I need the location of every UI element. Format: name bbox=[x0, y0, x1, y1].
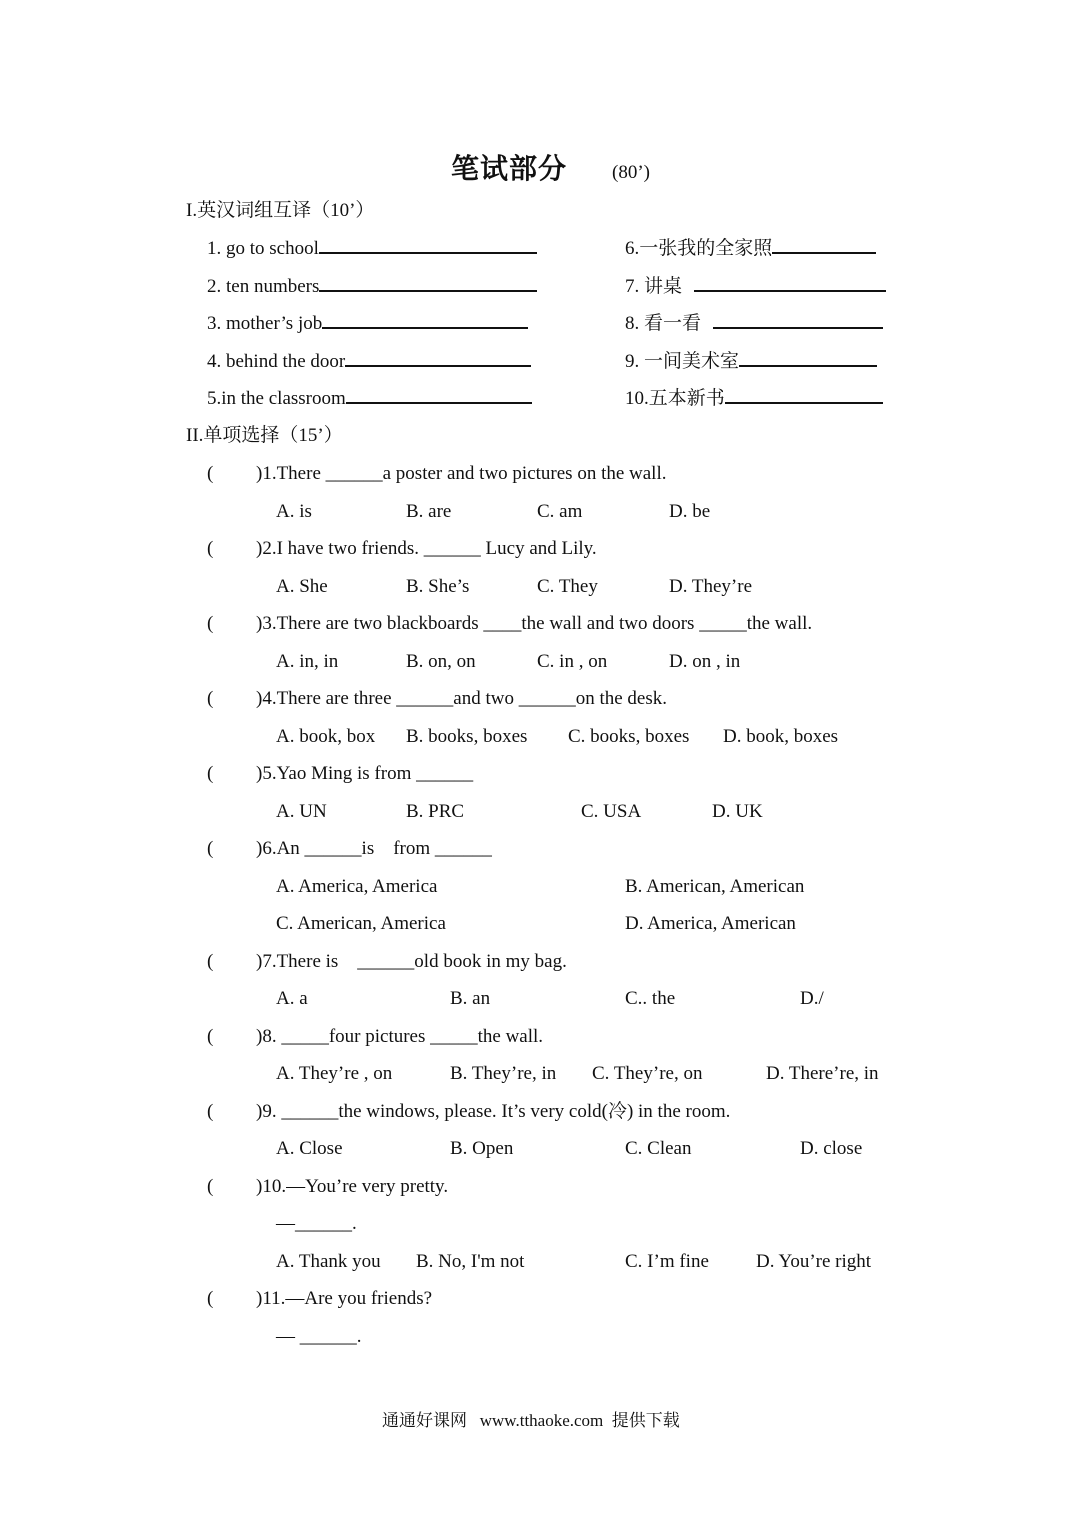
option-b: B. an bbox=[450, 988, 491, 1009]
option-c: C. USA bbox=[581, 801, 642, 822]
option-d: D. book, boxes bbox=[723, 726, 839, 747]
option-d: D. America, American bbox=[625, 913, 796, 934]
translation-item-text: 5.in the classroom bbox=[207, 388, 346, 409]
translation-item bbox=[625, 389, 883, 408]
translation-item-text: 1. go to school bbox=[207, 238, 319, 259]
translation-item bbox=[207, 239, 537, 258]
option-a: A. a bbox=[276, 988, 308, 1009]
translation-item-text: 6.一张我的全家照 bbox=[625, 238, 773, 259]
option-b: B. They’re, in bbox=[450, 1063, 557, 1084]
translation-item-text: 10.五本新书 bbox=[625, 388, 725, 409]
translation-item-text: 2. ten numbers bbox=[207, 276, 320, 297]
translation-item bbox=[625, 314, 883, 333]
question-text: )5.Yao Ming is from ______ bbox=[256, 763, 474, 784]
question-text: )4.There are three ______and two ______on the desk. bbox=[256, 688, 668, 709]
translation-item-text: 9. 一间美术室 bbox=[625, 351, 740, 372]
answer-paren[interactable]: ( bbox=[207, 951, 214, 972]
question-text: )3.There are two blackboards ____the wall and two doors _____the wall. bbox=[256, 613, 813, 634]
option-c: C. They’re, on bbox=[592, 1063, 703, 1084]
question-text: )9. ______the windows, please. It’s very cold(冷) in the room. bbox=[256, 1101, 731, 1122]
option-c: C.. the bbox=[625, 988, 676, 1009]
answer-paren[interactable]: ( bbox=[207, 763, 214, 784]
option-d: D. You’re right bbox=[756, 1251, 872, 1272]
option-c: C. I’m fine bbox=[625, 1251, 709, 1272]
dialogue-answer-line: — ______. bbox=[276, 1326, 362, 1347]
question-text: )10.—You’re very pretty. bbox=[256, 1176, 449, 1197]
option-c: C. They bbox=[537, 576, 598, 597]
answer-blank[interactable] bbox=[346, 401, 532, 404]
option-d: D. There’re, in bbox=[766, 1063, 879, 1084]
option-b: B. Open bbox=[450, 1138, 514, 1159]
option-a: A. She bbox=[276, 576, 328, 597]
option-d: D. close bbox=[800, 1138, 863, 1159]
option-c: C. books, boxes bbox=[568, 726, 690, 747]
answer-blank[interactable] bbox=[319, 251, 537, 254]
option-a: A. America, America bbox=[276, 876, 438, 897]
answer-blank[interactable] bbox=[772, 251, 876, 254]
answer-paren[interactable]: ( bbox=[207, 838, 214, 859]
translation-item bbox=[625, 277, 886, 296]
answer-paren[interactable]: ( bbox=[207, 463, 214, 484]
translation-item-text: 4. behind the door bbox=[207, 351, 346, 372]
answer-blank[interactable] bbox=[725, 401, 883, 404]
option-a: A. book, box bbox=[276, 726, 376, 747]
answer-blank[interactable] bbox=[739, 364, 877, 367]
answer-blank[interactable] bbox=[713, 326, 883, 329]
footer-credit: 通通好课网 www.tthaoke.com 提供下载 bbox=[382, 1411, 680, 1430]
answer-paren[interactable]: ( bbox=[207, 688, 214, 709]
answer-paren[interactable]: ( bbox=[207, 1026, 214, 1047]
answer-paren[interactable]: ( bbox=[207, 1101, 214, 1122]
answer-blank[interactable] bbox=[322, 326, 528, 329]
option-b: B. American, American bbox=[625, 876, 805, 897]
option-c: C. am bbox=[537, 501, 583, 522]
option-d: D. UK bbox=[712, 801, 763, 822]
option-d: D./ bbox=[800, 988, 824, 1009]
option-c: C. American, America bbox=[276, 913, 446, 934]
translation-item bbox=[207, 277, 537, 296]
option-b: B. are bbox=[406, 501, 452, 522]
translation-item bbox=[625, 239, 876, 258]
question-text: )11.—Are you friends? bbox=[256, 1288, 433, 1309]
section1-heading: I.英汉词组互译（10’） bbox=[186, 200, 375, 221]
option-b: B. on, on bbox=[406, 651, 476, 672]
answer-blank[interactable] bbox=[694, 289, 886, 292]
option-c: C. Clean bbox=[625, 1138, 692, 1159]
question-text: )7.There is ______old book in my bag. bbox=[256, 951, 567, 972]
translation-item-text: 7. 讲桌 bbox=[625, 276, 683, 297]
question-text: )8. _____four pictures _____the wall. bbox=[256, 1026, 544, 1047]
option-d: D. be bbox=[669, 501, 711, 522]
question-text: )1.There ______a poster and two pictures on the wall. bbox=[256, 463, 667, 484]
translation-item-text: 8. 看一看 bbox=[625, 313, 702, 334]
option-a: A. Thank you bbox=[276, 1251, 381, 1272]
option-a: A. Close bbox=[276, 1138, 343, 1159]
option-a: A. in, in bbox=[276, 651, 339, 672]
answer-paren[interactable]: ( bbox=[207, 1176, 214, 1197]
answer-paren[interactable]: ( bbox=[207, 613, 214, 634]
answer-paren[interactable]: ( bbox=[207, 1288, 214, 1309]
option-a: A. UN bbox=[276, 801, 327, 822]
dialogue-answer-line: —______. bbox=[276, 1213, 357, 1234]
translation-item bbox=[207, 314, 528, 333]
option-c: C. in , on bbox=[537, 651, 608, 672]
section2-heading: II.单项选择（15’） bbox=[186, 425, 343, 446]
question-text: )6.An ______is from ______ bbox=[256, 838, 492, 859]
translation-item-text: 3. mother’s job bbox=[207, 313, 323, 334]
answer-blank[interactable] bbox=[319, 289, 537, 292]
option-a: A. is bbox=[276, 501, 312, 522]
option-b: B. books, boxes bbox=[406, 726, 528, 747]
option-b: B. PRC bbox=[406, 801, 465, 822]
title-score: (80’) bbox=[612, 162, 650, 183]
translation-item bbox=[207, 389, 532, 408]
page-title: 笔试部分 bbox=[451, 154, 568, 185]
answer-blank[interactable] bbox=[345, 364, 531, 367]
option-b: B. She’s bbox=[406, 576, 470, 597]
option-b: B. No, I'm not bbox=[416, 1251, 525, 1272]
answer-paren[interactable]: ( bbox=[207, 538, 214, 559]
translation-item bbox=[207, 352, 531, 371]
translation-item bbox=[625, 352, 877, 371]
option-a: A. They’re , on bbox=[276, 1063, 393, 1084]
option-d: D. They’re bbox=[669, 576, 753, 597]
option-d: D. on , in bbox=[669, 651, 741, 672]
question-text: )2.I have two friends. ______ Lucy and Lily. bbox=[256, 538, 597, 559]
